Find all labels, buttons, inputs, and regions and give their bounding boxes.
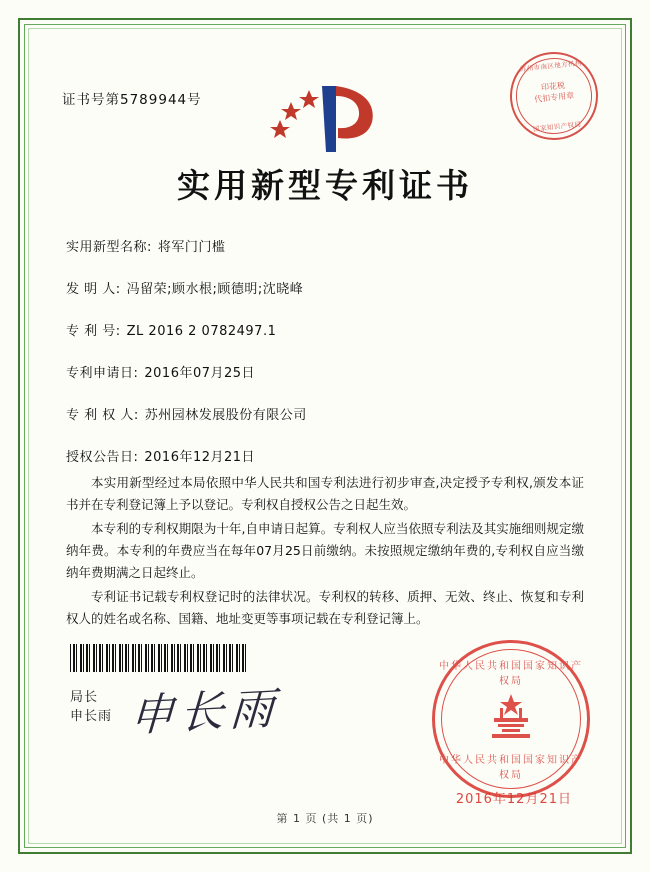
national-office-seal bbox=[432, 640, 590, 798]
agency-seal-mid-line1: 印花税 bbox=[540, 80, 566, 93]
field-label: 发 明 人: bbox=[66, 282, 121, 297]
field-label: 专利申请日: bbox=[66, 366, 139, 381]
field-application-date bbox=[66, 362, 584, 381]
field-patent-number bbox=[66, 320, 584, 339]
page-title: 实用新型专利证书 bbox=[177, 166, 473, 205]
certificate-number: 证书号第5789944号 bbox=[62, 92, 202, 108]
field-list bbox=[66, 236, 584, 488]
agency-seal-bottom-text: 国家知识产权局 bbox=[532, 120, 582, 134]
signature-block bbox=[70, 688, 112, 726]
page-footer: 第 1 页 (共 1 页) bbox=[276, 812, 374, 825]
seal-date: 2016年12月21日 bbox=[455, 792, 572, 807]
field-label: 专 利 号: bbox=[66, 324, 121, 339]
agency-seal-mid-line2: 代扣专用章 bbox=[533, 90, 575, 105]
signature-name-label: 申长雨 bbox=[70, 709, 113, 724]
paragraph-1: 本实用新型经过本局依照中华人民共和国专利法进行初步审查,决定授予专利权,颁发本证书并在专利登记簿上予以登记。专利权自授权公告之日起生效。 bbox=[66, 475, 584, 512]
barcode bbox=[70, 644, 248, 672]
field-label: 实用新型名称: bbox=[66, 240, 152, 255]
field-label: 授权公告日: bbox=[66, 450, 139, 465]
field-utility-model-name bbox=[66, 236, 584, 255]
field-value: 2016年07月25日 bbox=[144, 366, 256, 381]
field-label: 专 利 权 人: bbox=[66, 408, 139, 423]
certificate-content bbox=[42, 40, 608, 832]
field-value: 2016年12月21日 bbox=[144, 450, 256, 465]
field-inventors bbox=[66, 278, 584, 297]
field-value: ZL 2016 2 0782497.1 bbox=[126, 324, 277, 339]
field-value: 苏州园林发展股份有限公司 bbox=[144, 408, 307, 423]
patent-office-emblem-icon bbox=[260, 70, 390, 156]
field-grant-announcement-date bbox=[66, 446, 584, 465]
agency-seal-top-text: 苏州市南区地方机构 bbox=[519, 58, 583, 74]
national-emblem-icon bbox=[480, 688, 542, 750]
handwritten-signature: 申长雨 bbox=[128, 682, 282, 743]
paragraph-2: 本专利的专利权期限为十年,自申请日起算。专利权人应当依照专利法及其实施细则规定缴纳年费。本专利的年费应当在每年07月25日前缴纳。未按照规定缴纳年费的,专利权自应当缴纳年费期满之日起终止。 bbox=[66, 521, 584, 580]
field-value: 将军门门槛 bbox=[157, 240, 226, 255]
signature-role-label: 局长 bbox=[70, 690, 99, 705]
field-value: 冯留荣;顾水根;顾德明;沈晓峰 bbox=[126, 282, 304, 297]
legal-text bbox=[66, 472, 584, 632]
national-seal-top-text: 中华人民共和国国家知识产权局 bbox=[439, 661, 583, 687]
agency-stamp-seal bbox=[506, 48, 603, 145]
national-seal-bottom-text: 中华人民共和国国家知识产权局 bbox=[439, 755, 583, 781]
paragraph-3: 专利证书记载专利权登记时的法律状况。专利权的转移、质押、无效、终止、恢复和专利权人的姓名或名称、国籍、地址变更等事项记载在专利登记簿上。 bbox=[66, 589, 584, 626]
field-patentee bbox=[66, 404, 584, 423]
